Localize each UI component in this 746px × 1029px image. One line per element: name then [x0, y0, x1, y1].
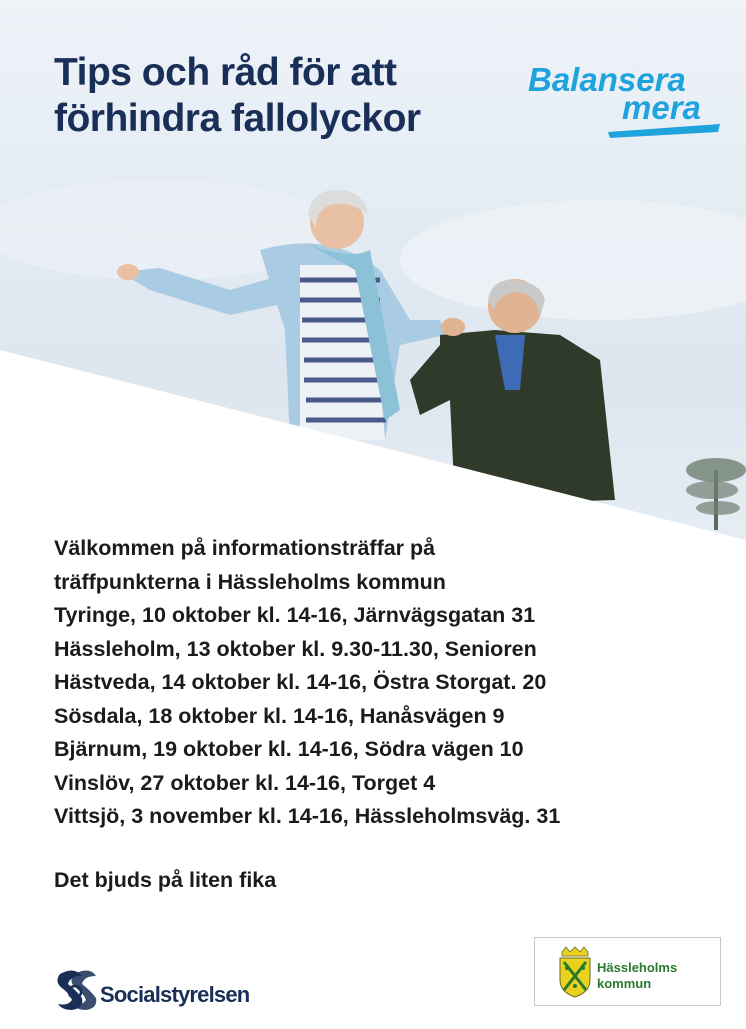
intro-line: Välkommen på informationsträffar på [54, 536, 436, 560]
event-line: Vittsjö, 3 november kl. 14-16, Hässleholmsväg. 31 [54, 804, 561, 828]
title-line-1: Tips och råd för att [54, 51, 397, 94]
brand-word-1: Balansera [528, 61, 686, 98]
fika-note: Det bjuds på liten fika [54, 867, 277, 892]
brand-underline-icon [528, 62, 728, 142]
event-line: Hässleholm, 13 oktober kl. 9.30-11.30, Senioren [54, 636, 537, 661]
socialstyrelsen-name: Socialstyrelsen [100, 982, 250, 1007]
event-info [54, 532, 714, 897]
event-line: Vinslöv, 27 oktober kl. 14-16, Torget 4 [54, 770, 436, 795]
event-line: Bjärnum, 19 oktober kl. 14-16, Södra vägen 10 [54, 737, 524, 761]
title-line-2: förhindra fallolyckor [54, 97, 421, 140]
event-line: Tyringe, 10 oktober kl. 14-16, Järnvägsgatan 31 [54, 603, 536, 627]
socialstyrelsen-emblem-icon [52, 968, 98, 1013]
coat-of-arms-icon [558, 946, 592, 998]
event-line: Sösdala, 18 oktober kl. 14-16, Hanåsvägen 9 [54, 703, 505, 728]
intro-line: träffpunkterna i Hässleholms kommun [54, 569, 446, 594]
hassleholms-kommun-name [597, 960, 677, 992]
brand-word-2: mera [622, 89, 701, 126]
page-title [54, 50, 421, 142]
hassleholms-kommun-logo [534, 937, 721, 1006]
socialstyrelsen-logo [52, 968, 282, 1013]
municipality-name-line-2: kommun [597, 976, 652, 991]
balansera-mera-logo [528, 62, 728, 142]
municipality-name-line-1: Hässleholms [597, 960, 678, 975]
tree-silhouette [686, 458, 746, 530]
event-line: Hästveda, 14 oktober kl. 14-16, Östra Storgat. 20 [54, 670, 547, 694]
